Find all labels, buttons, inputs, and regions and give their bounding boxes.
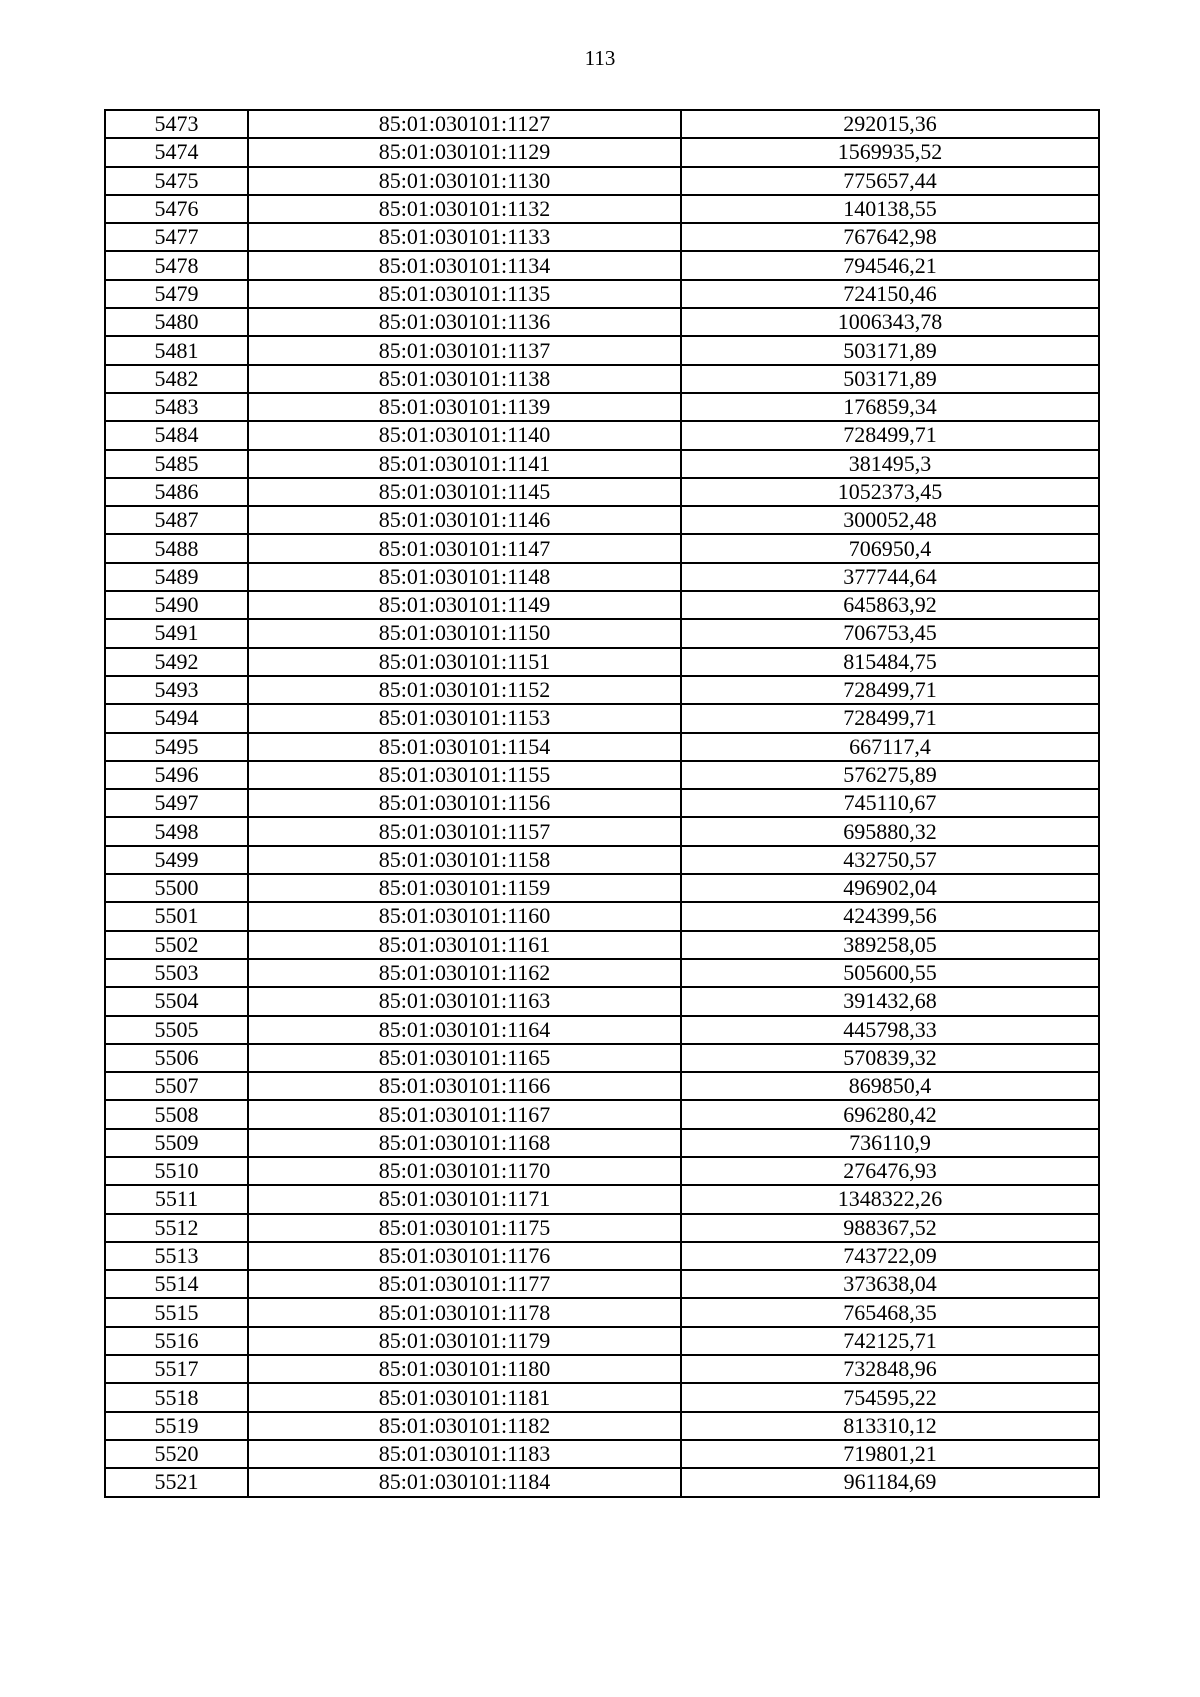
- row-number-cell: 5506: [105, 1044, 248, 1072]
- row-number-cell: 5513: [105, 1242, 248, 1270]
- row-number-cell: 5500: [105, 874, 248, 902]
- cadastral-number-cell: 85:01:030101:1165: [248, 1044, 681, 1072]
- table-row: [105, 1044, 1099, 1072]
- table-row: [105, 987, 1099, 1015]
- value-cell: 695880,32: [681, 817, 1099, 845]
- table-row: [105, 280, 1099, 308]
- row-number-cell: 5516: [105, 1327, 248, 1355]
- table-row: [105, 1327, 1099, 1355]
- table-row: [105, 195, 1099, 223]
- cadastral-number-cell: 85:01:030101:1164: [248, 1016, 681, 1044]
- cadastral-number-cell: 85:01:030101:1162: [248, 959, 681, 987]
- value-cell: 732848,96: [681, 1355, 1099, 1383]
- cadastral-number-cell: 85:01:030101:1133: [248, 223, 681, 251]
- value-cell: 696280,42: [681, 1100, 1099, 1128]
- page-number: 113: [584, 46, 616, 70]
- cadastral-number-cell: 85:01:030101:1129: [248, 138, 681, 166]
- table-row: [105, 1412, 1099, 1440]
- cadastral-number-cell: 85:01:030101:1158: [248, 846, 681, 874]
- value-cell: 176859,34: [681, 393, 1099, 421]
- row-number-cell: 5491: [105, 619, 248, 647]
- cadastral-number-cell: 85:01:030101:1139: [248, 393, 681, 421]
- cadastral-number-cell: 85:01:030101:1150: [248, 619, 681, 647]
- value-cell: 505600,55: [681, 959, 1099, 987]
- value-cell: 794546,21: [681, 251, 1099, 279]
- table-row: [105, 619, 1099, 647]
- cadastral-number-cell: 85:01:030101:1182: [248, 1412, 681, 1440]
- value-cell: 736110,9: [681, 1129, 1099, 1157]
- cadastral-number-cell: 85:01:030101:1141: [248, 450, 681, 478]
- value-cell: 424399,56: [681, 902, 1099, 930]
- row-number-cell: 5490: [105, 591, 248, 619]
- cadastral-number-cell: 85:01:030101:1168: [248, 1129, 681, 1157]
- value-cell: 765468,35: [681, 1298, 1099, 1326]
- table-row: [105, 223, 1099, 251]
- table-row: [105, 336, 1099, 364]
- cadastral-number-cell: 85:01:030101:1151: [248, 648, 681, 676]
- row-number-cell: 5486: [105, 478, 248, 506]
- table-row: [105, 846, 1099, 874]
- value-cell: 373638,04: [681, 1270, 1099, 1298]
- row-number-cell: 5478: [105, 251, 248, 279]
- cadastral-number-cell: 85:01:030101:1147: [248, 534, 681, 562]
- value-cell: 728499,71: [681, 704, 1099, 732]
- value-cell: 988367,52: [681, 1214, 1099, 1242]
- cadastral-number-cell: 85:01:030101:1177: [248, 1270, 681, 1298]
- table-row: [105, 1185, 1099, 1213]
- cadastral-number-cell: 85:01:030101:1137: [248, 336, 681, 364]
- cadastral-number-cell: 85:01:030101:1170: [248, 1157, 681, 1185]
- cadastral-value-table: [104, 109, 1100, 1498]
- table-row: [105, 1157, 1099, 1185]
- table-row: [105, 450, 1099, 478]
- table-row: [105, 110, 1099, 138]
- cadastral-number-cell: 85:01:030101:1166: [248, 1072, 681, 1100]
- table-row: [105, 1383, 1099, 1411]
- row-number-cell: 5503: [105, 959, 248, 987]
- cadastral-number-cell: 85:01:030101:1181: [248, 1383, 681, 1411]
- table-row: [105, 902, 1099, 930]
- table-row: [105, 817, 1099, 845]
- value-cell: 961184,69: [681, 1468, 1099, 1496]
- table-row: [105, 478, 1099, 506]
- table-row: [105, 138, 1099, 166]
- row-number-cell: 5512: [105, 1214, 248, 1242]
- cadastral-number-cell: 85:01:030101:1179: [248, 1327, 681, 1355]
- row-number-cell: 5498: [105, 817, 248, 845]
- cadastral-number-cell: 85:01:030101:1161: [248, 931, 681, 959]
- row-number-cell: 5474: [105, 138, 248, 166]
- value-cell: 869850,4: [681, 1072, 1099, 1100]
- row-number-cell: 5520: [105, 1440, 248, 1468]
- table-row: [105, 959, 1099, 987]
- row-number-cell: 5479: [105, 280, 248, 308]
- cadastral-number-cell: 85:01:030101:1163: [248, 987, 681, 1015]
- row-number-cell: 5484: [105, 421, 248, 449]
- row-number-cell: 5518: [105, 1383, 248, 1411]
- value-cell: 570839,32: [681, 1044, 1099, 1072]
- value-cell: 140138,55: [681, 195, 1099, 223]
- table-row: [105, 1072, 1099, 1100]
- cadastral-number-cell: 85:01:030101:1127: [248, 110, 681, 138]
- table-row: [105, 1270, 1099, 1298]
- row-number-cell: 5510: [105, 1157, 248, 1185]
- table-row: [105, 676, 1099, 704]
- row-number-cell: 5476: [105, 195, 248, 223]
- table-row: [105, 1468, 1099, 1496]
- cadastral-number-cell: 85:01:030101:1178: [248, 1298, 681, 1326]
- value-cell: 706950,4: [681, 534, 1099, 562]
- table-row: [105, 393, 1099, 421]
- row-number-cell: 5481: [105, 336, 248, 364]
- value-cell: 576275,89: [681, 761, 1099, 789]
- cadastral-number-cell: 85:01:030101:1132: [248, 195, 681, 223]
- value-cell: 1569935,52: [681, 138, 1099, 166]
- value-cell: 742125,71: [681, 1327, 1099, 1355]
- cadastral-number-cell: 85:01:030101:1134: [248, 251, 681, 279]
- cadastral-number-cell: 85:01:030101:1184: [248, 1468, 681, 1496]
- value-cell: 745110,67: [681, 789, 1099, 817]
- value-cell: 276476,93: [681, 1157, 1099, 1185]
- value-cell: 381495,3: [681, 450, 1099, 478]
- row-number-cell: 5519: [105, 1412, 248, 1440]
- row-number-cell: 5495: [105, 733, 248, 761]
- value-cell: 754595,22: [681, 1383, 1099, 1411]
- value-cell: 1052373,45: [681, 478, 1099, 506]
- row-number-cell: 5521: [105, 1468, 248, 1496]
- cadastral-number-cell: 85:01:030101:1148: [248, 563, 681, 591]
- row-number-cell: 5517: [105, 1355, 248, 1383]
- row-number-cell: 5501: [105, 902, 248, 930]
- row-number-cell: 5493: [105, 676, 248, 704]
- cadastral-number-cell: 85:01:030101:1180: [248, 1355, 681, 1383]
- cadastral-number-cell: 85:01:030101:1136: [248, 308, 681, 336]
- row-number-cell: 5480: [105, 308, 248, 336]
- row-number-cell: 5489: [105, 563, 248, 591]
- value-cell: 645863,92: [681, 591, 1099, 619]
- row-number-cell: 5492: [105, 648, 248, 676]
- cadastral-number-cell: 85:01:030101:1145: [248, 478, 681, 506]
- table-row: [105, 534, 1099, 562]
- value-cell: 775657,44: [681, 167, 1099, 195]
- cadastral-number-cell: 85:01:030101:1157: [248, 817, 681, 845]
- row-number-cell: 5475: [105, 167, 248, 195]
- row-number-cell: 5473: [105, 110, 248, 138]
- row-number-cell: 5488: [105, 534, 248, 562]
- table-row: [105, 733, 1099, 761]
- value-cell: 432750,57: [681, 846, 1099, 874]
- value-cell: 377744,64: [681, 563, 1099, 591]
- table-row: [105, 761, 1099, 789]
- table-row: [105, 1242, 1099, 1270]
- cadastral-number-cell: 85:01:030101:1130: [248, 167, 681, 195]
- cadastral-number-cell: 85:01:030101:1176: [248, 1242, 681, 1270]
- value-cell: 667117,4: [681, 733, 1099, 761]
- row-number-cell: 5505: [105, 1016, 248, 1044]
- table-row: [105, 308, 1099, 336]
- cadastral-number-cell: 85:01:030101:1152: [248, 676, 681, 704]
- value-cell: 496902,04: [681, 874, 1099, 902]
- table-row: [105, 167, 1099, 195]
- row-number-cell: 5483: [105, 393, 248, 421]
- table-row: [105, 704, 1099, 732]
- row-number-cell: 5482: [105, 365, 248, 393]
- cadastral-number-cell: 85:01:030101:1135: [248, 280, 681, 308]
- cadastral-number-cell: 85:01:030101:1146: [248, 506, 681, 534]
- value-cell: 445798,33: [681, 1016, 1099, 1044]
- value-cell: 391432,68: [681, 987, 1099, 1015]
- cadastral-number-cell: 85:01:030101:1138: [248, 365, 681, 393]
- table-row: [105, 648, 1099, 676]
- table-row: [105, 591, 1099, 619]
- table-row: [105, 1214, 1099, 1242]
- row-number-cell: 5485: [105, 450, 248, 478]
- table-body: [105, 110, 1099, 1497]
- table-row: [105, 563, 1099, 591]
- cadastral-number-cell: 85:01:030101:1153: [248, 704, 681, 732]
- cadastral-number-cell: 85:01:030101:1155: [248, 761, 681, 789]
- cadastral-number-cell: 85:01:030101:1159: [248, 874, 681, 902]
- value-cell: 1348322,26: [681, 1185, 1099, 1213]
- value-cell: 719801,21: [681, 1440, 1099, 1468]
- value-cell: 706753,45: [681, 619, 1099, 647]
- value-cell: 1006343,78: [681, 308, 1099, 336]
- row-number-cell: 5477: [105, 223, 248, 251]
- value-cell: 292015,36: [681, 110, 1099, 138]
- value-cell: 724150,46: [681, 280, 1099, 308]
- value-cell: 813310,12: [681, 1412, 1099, 1440]
- table-row: [105, 1016, 1099, 1044]
- table-row: [105, 874, 1099, 902]
- cadastral-number-cell: 85:01:030101:1149: [248, 591, 681, 619]
- row-number-cell: 5514: [105, 1270, 248, 1298]
- value-cell: 767642,98: [681, 223, 1099, 251]
- row-number-cell: 5487: [105, 506, 248, 534]
- table-row: [105, 1100, 1099, 1128]
- row-number-cell: 5496: [105, 761, 248, 789]
- table-row: [105, 1440, 1099, 1468]
- cadastral-number-cell: 85:01:030101:1154: [248, 733, 681, 761]
- table-row: [105, 421, 1099, 449]
- value-cell: 503171,89: [681, 336, 1099, 364]
- cadastral-number-cell: 85:01:030101:1167: [248, 1100, 681, 1128]
- row-number-cell: 5515: [105, 1298, 248, 1326]
- value-cell: 743722,09: [681, 1242, 1099, 1270]
- row-number-cell: 5499: [105, 846, 248, 874]
- value-cell: 728499,71: [681, 676, 1099, 704]
- table-row: [105, 1298, 1099, 1326]
- cadastral-number-cell: 85:01:030101:1156: [248, 789, 681, 817]
- value-cell: 815484,75: [681, 648, 1099, 676]
- table-row: [105, 789, 1099, 817]
- table-row: [105, 506, 1099, 534]
- table-row: [105, 1355, 1099, 1383]
- value-cell: 300052,48: [681, 506, 1099, 534]
- row-number-cell: 5511: [105, 1185, 248, 1213]
- table-row: [105, 365, 1099, 393]
- table-row: [105, 931, 1099, 959]
- cadastral-number-cell: 85:01:030101:1183: [248, 1440, 681, 1468]
- row-number-cell: 5507: [105, 1072, 248, 1100]
- row-number-cell: 5502: [105, 931, 248, 959]
- value-cell: 389258,05: [681, 931, 1099, 959]
- row-number-cell: 5504: [105, 987, 248, 1015]
- cadastral-number-cell: 85:01:030101:1140: [248, 421, 681, 449]
- cadastral-number-cell: 85:01:030101:1160: [248, 902, 681, 930]
- cadastral-number-cell: 85:01:030101:1171: [248, 1185, 681, 1213]
- table-row: [105, 251, 1099, 279]
- row-number-cell: 5509: [105, 1129, 248, 1157]
- value-cell: 503171,89: [681, 365, 1099, 393]
- table-row: [105, 1129, 1099, 1157]
- row-number-cell: 5508: [105, 1100, 248, 1128]
- row-number-cell: 5494: [105, 704, 248, 732]
- cadastral-number-cell: 85:01:030101:1175: [248, 1214, 681, 1242]
- row-number-cell: 5497: [105, 789, 248, 817]
- value-cell: 728499,71: [681, 421, 1099, 449]
